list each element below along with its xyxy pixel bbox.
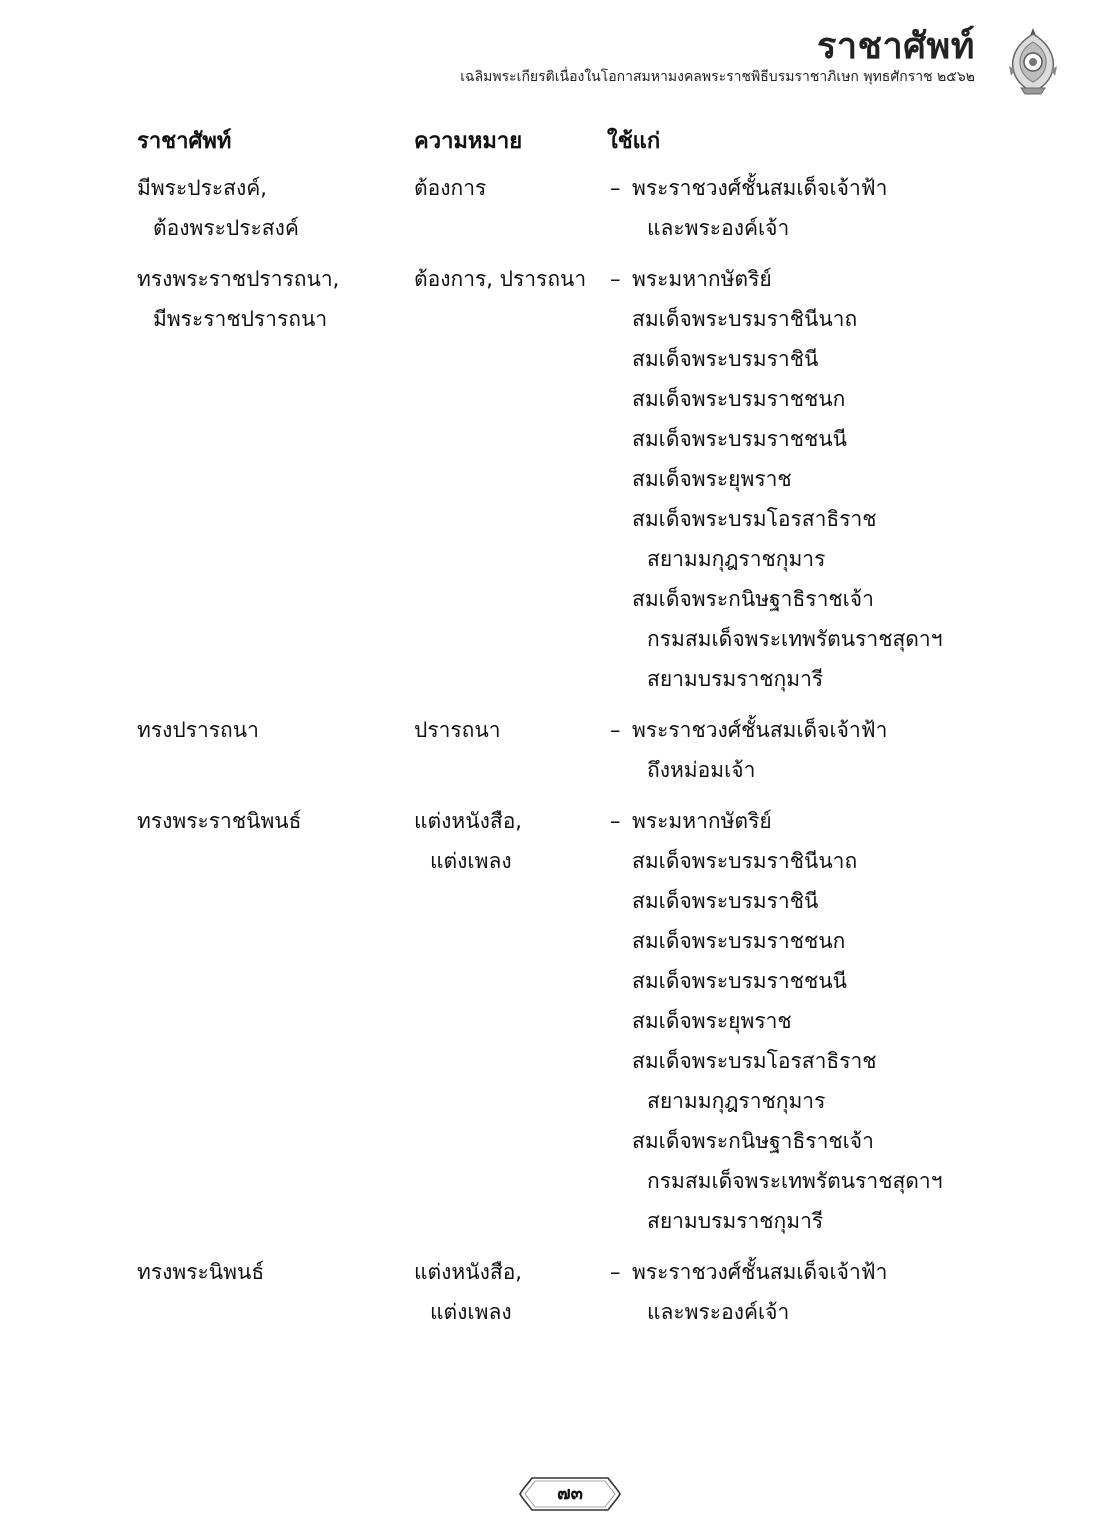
usage-item: สมเด็จพระกนิษฐาธิราชเจ้า [632,587,874,611]
usage-item: พระราชวงศ์ชั้นสมเด็จเจ้าฟ้า [632,718,888,742]
term-text: มีพระราชปรารถนา [153,307,328,331]
usage-item: พระราชวงศ์ชั้นสมเด็จเจ้าฟ้า [632,176,888,200]
royal-emblem-icon [1003,26,1063,96]
term-cell [137,801,301,841]
usage-cell [610,1252,887,1332]
page-title: ราชาศัพท์ [816,25,975,67]
meaning-text: ต้องการ, ปรารถนา [414,267,587,291]
usage-item: สมเด็จพระยุพราช [632,1009,792,1033]
usage-text [610,168,887,208]
usage-item: สมเด็จพระกนิษฐาธิราชเจ้า [632,1129,874,1153]
page-footer [518,1474,622,1514]
term-cell [137,710,259,750]
dash-mark: – [610,718,621,742]
meaning-cell [414,1252,522,1332]
term-cell [137,1252,264,1292]
usage-item: สยามบรมราชกุมารี [647,667,824,691]
dash-mark: – [610,267,621,291]
usage-text [610,710,887,750]
dash-mark: – [610,176,621,200]
usage-item: สมเด็จพระบรมราชินี [632,889,819,913]
usage-item: สมเด็จพระบรมโอรสาธิราช [632,507,877,531]
usage-item: สมเด็จพระบรมราชชนนี [632,427,847,451]
usage-item: พระมหากษัตริย์ [632,267,772,291]
meaning-cell [414,801,522,881]
term-text: ทรงพระนิพนธ์ [137,1260,265,1284]
usage-item: สมเด็จพระบรมโอรสาธิราช [632,1049,877,1073]
table-row [0,168,1093,248]
meaning-cell [414,259,586,299]
usage-item: สยามมกุฎราชกุมาร [647,1089,826,1113]
royal-vocabulary-table [0,122,1093,1343]
meaning-text: แต่งหนังสือ, [414,809,522,833]
meaning-text: ต้องการ [414,176,487,200]
term-text: ทรงพระราชนิพนธ์ [137,809,302,833]
term-text: ต้องพระประสงค์ [153,216,299,240]
usage-text [610,801,943,841]
usage-item: สยามมกุฎราชกุมาร [647,547,826,571]
usage-item: กรมสมเด็จพระเทพรัตนราชสุดาฯ [647,1169,943,1193]
usage-item: สมเด็จพระบรมราชินี [632,347,819,371]
usage-cell [610,801,943,1241]
table-row [0,1252,1093,1332]
column-header-usage: ใช้แก่ [607,129,661,154]
dash-mark: – [610,809,621,833]
table-header [0,122,1093,168]
table-row [0,801,1093,1241]
usage-item: สมเด็จพระบรมราชชนก [632,387,846,411]
page-number: ๗๓ [557,1483,583,1504]
term-cell [137,168,299,248]
column-header-meaning: ความหมาย [414,129,523,154]
usage-item: สมเด็จพระบรมราชินีนาถ [632,849,858,873]
page-subtitle: เฉลิมพระเกียรติเนื่องในโอกาสมหามงคลพระราชพิธีบรมราชาภิเษก พุทธศักราช ๒๕๖๒ [460,69,975,85]
meaning-text: ปรารถนา [414,718,501,742]
term-text: มีพระประสงค์, [137,176,267,200]
meaning-cell [414,710,501,750]
usage-item: สมเด็จพระบรมราชชนนี [632,969,847,993]
term-cell [137,259,339,339]
usage-item: สมเด็จพระบรมราชชนก [632,929,846,953]
usage-cell [610,710,887,790]
table-row [0,710,1093,790]
usage-item: ถึงหม่อมเจ้า [647,758,756,782]
term-text: ทรงพระราชปรารถนา, [137,267,340,291]
term-text: ทรงปรารถนา [137,718,259,742]
usage-item: กรมสมเด็จพระเทพรัตนราชสุดาฯ [647,627,943,651]
page-header [0,18,1093,98]
usage-cell [610,259,943,699]
usage-item: พระมหากษัตริย์ [632,809,772,833]
dash-mark: – [610,1260,621,1284]
meaning-text: แต่งเพลง [430,849,512,873]
meaning-text: แต่งหนังสือ, [414,1260,522,1284]
usage-text [610,1252,887,1292]
usage-item: พระราชวงศ์ชั้นสมเด็จเจ้าฟ้า [632,1260,888,1284]
table-row [0,259,1093,699]
usage-item: และพระองค์เจ้า [647,216,790,240]
usage-item: สยามบรมราชกุมารี [647,1209,824,1233]
usage-text [610,259,943,299]
usage-item: และพระองค์เจ้า [647,1300,790,1324]
usage-item: สมเด็จพระบรมราชินีนาถ [632,307,858,331]
column-header-term: ราชาศัพท์ [137,129,232,154]
meaning-cell [414,168,486,208]
usage-cell [610,168,887,248]
usage-item: สมเด็จพระยุพราช [632,467,792,491]
meaning-text: แต่งเพลง [430,1300,512,1324]
